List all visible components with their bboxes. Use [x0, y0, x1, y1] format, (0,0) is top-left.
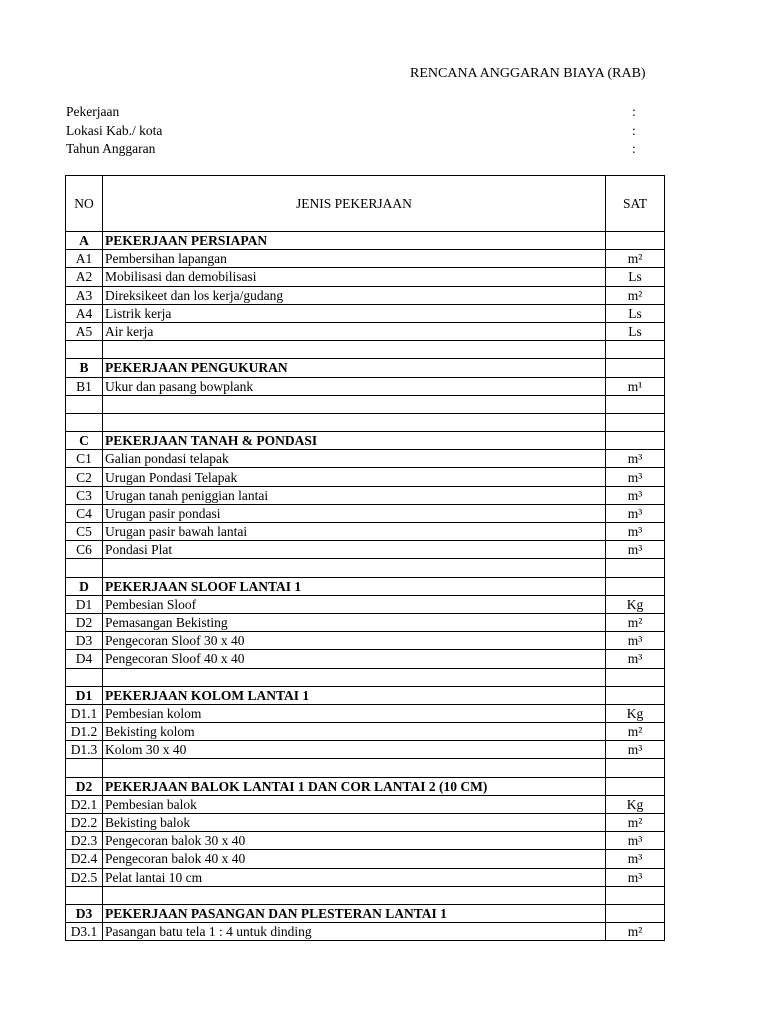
cell-jenis-pekerjaan — [103, 759, 606, 777]
table-row — [66, 886, 665, 904]
cell-sat: m² — [606, 613, 665, 631]
cell-jenis-pekerjaan: Urugan Pondasi Telapak — [103, 468, 606, 486]
table-row — [66, 486, 665, 504]
cell-no — [66, 341, 103, 359]
meta-colon-pekerjaan: : — [632, 104, 636, 119]
cell-jenis-pekerjaan: PEKERJAAN BALOK LANTAI 1 DAN COR LANTAI 2 (10 CM) — [103, 777, 606, 795]
cell-jenis-pekerjaan: Pengecoran Sloof 40 x 40 — [103, 650, 606, 668]
cell-no: D1.1 — [66, 704, 103, 722]
table-row — [66, 868, 665, 886]
cell-jenis-pekerjaan: Direksikeet dan los kerja/gudang — [103, 286, 606, 304]
cell-jenis-pekerjaan: Pengecoran balok 30 x 40 — [103, 832, 606, 850]
cell-sat: m³ — [606, 450, 665, 468]
cell-no: C3 — [66, 486, 103, 504]
cell-jenis-pekerjaan — [103, 395, 606, 413]
table-row — [66, 850, 665, 868]
cell-jenis-pekerjaan: Galian pondasi telapak — [103, 450, 606, 468]
cell-no: D2.4 — [66, 850, 103, 868]
cell-sat: Kg — [606, 704, 665, 722]
table-row — [66, 723, 665, 741]
cell-sat — [606, 904, 665, 922]
cell-sat: m¹ — [606, 377, 665, 395]
cell-jenis-pekerjaan: PEKERJAAN PASANGAN DAN PLESTERAN LANTAI 1 — [103, 904, 606, 922]
cell-no: D3 — [66, 632, 103, 650]
cell-no — [66, 886, 103, 904]
document-title: RENCANA ANGGARAN BIAYA (RAB) — [410, 66, 646, 81]
cell-sat: Ls — [606, 304, 665, 322]
cell-no: D2.5 — [66, 868, 103, 886]
section-row — [66, 904, 665, 922]
meta-label-lokasi: Lokasi Kab./ kota — [66, 123, 163, 138]
table-row — [66, 504, 665, 522]
cell-sat — [606, 341, 665, 359]
cell-no: C5 — [66, 523, 103, 541]
meta-colon-lokasi: : — [632, 123, 636, 138]
cell-no: A — [66, 232, 103, 250]
cell-no: B — [66, 359, 103, 377]
cell-sat: m³ — [606, 650, 665, 668]
cell-sat — [606, 432, 665, 450]
cell-jenis-pekerjaan: Pondasi Plat — [103, 541, 606, 559]
cell-jenis-pekerjaan: Pelat lantai 10 cm — [103, 868, 606, 886]
cell-jenis-pekerjaan: PEKERJAAN SLOOF LANTAI 1 — [103, 577, 606, 595]
cell-jenis-pekerjaan: PEKERJAAN PERSIAPAN — [103, 232, 606, 250]
table-row — [66, 341, 665, 359]
cell-jenis-pekerjaan: PEKERJAAN PENGUKURAN — [103, 359, 606, 377]
table-row — [66, 286, 665, 304]
meta-label-pekerjaan: Pekerjaan — [66, 104, 120, 119]
cell-jenis-pekerjaan — [103, 559, 606, 577]
section-row — [66, 432, 665, 450]
cell-no: D1.2 — [66, 723, 103, 741]
cell-sat: m² — [606, 286, 665, 304]
cell-sat: m² — [606, 723, 665, 741]
cell-jenis-pekerjaan: Pembesian balok — [103, 795, 606, 813]
cell-sat: Kg — [606, 595, 665, 613]
cell-sat — [606, 413, 665, 431]
cell-jenis-pekerjaan — [103, 886, 606, 904]
cell-jenis-pekerjaan: Bekisting balok — [103, 814, 606, 832]
cell-jenis-pekerjaan — [103, 341, 606, 359]
cell-no — [66, 413, 103, 431]
cell-jenis-pekerjaan: Urugan pasir pondasi — [103, 504, 606, 522]
table-row — [66, 468, 665, 486]
cell-jenis-pekerjaan: Air kerja — [103, 322, 606, 340]
table-row — [66, 741, 665, 759]
cell-sat: m³ — [606, 523, 665, 541]
cell-no: A1 — [66, 250, 103, 268]
cell-no: D3.1 — [66, 923, 103, 941]
cell-jenis-pekerjaan: Pemasangan Bekisting — [103, 613, 606, 631]
cell-jenis-pekerjaan: Pembesian kolom — [103, 704, 606, 722]
cell-sat — [606, 686, 665, 704]
cell-sat: m³ — [606, 868, 665, 886]
cell-jenis-pekerjaan: PEKERJAAN TANAH & PONDASI — [103, 432, 606, 450]
cell-jenis-pekerjaan — [103, 413, 606, 431]
cell-sat — [606, 232, 665, 250]
cell-no: C1 — [66, 450, 103, 468]
cell-no: D2.1 — [66, 795, 103, 813]
meta-colon-tahun: : — [632, 141, 636, 156]
cell-sat — [606, 886, 665, 904]
table-row — [66, 613, 665, 631]
cell-no: D2 — [66, 613, 103, 631]
table-row — [66, 377, 665, 395]
cell-jenis-pekerjaan: Urugan pasir bawah lantai — [103, 523, 606, 541]
cell-jenis-pekerjaan: Kolom 30 x 40 — [103, 741, 606, 759]
table-row — [66, 523, 665, 541]
table-row — [66, 413, 665, 431]
header-no: NO — [66, 176, 103, 232]
table-row — [66, 668, 665, 686]
table-row — [66, 395, 665, 413]
cell-sat — [606, 759, 665, 777]
cell-sat: m² — [606, 814, 665, 832]
table-header-row — [66, 176, 665, 232]
section-row — [66, 777, 665, 795]
section-row — [66, 686, 665, 704]
cell-no — [66, 668, 103, 686]
cell-no: D2.2 — [66, 814, 103, 832]
cell-jenis-pekerjaan: Pasangan batu tela 1 : 4 untuk dinding — [103, 923, 606, 941]
table-row — [66, 632, 665, 650]
table-row — [66, 250, 665, 268]
cell-jenis-pekerjaan: Pengecoran balok 40 x 40 — [103, 850, 606, 868]
table-row — [66, 704, 665, 722]
table-row — [66, 795, 665, 813]
meta-label-tahun: Tahun Anggaran — [66, 141, 156, 156]
cell-no: D1.3 — [66, 741, 103, 759]
cell-sat: m² — [606, 923, 665, 941]
cell-no — [66, 559, 103, 577]
cell-no: A5 — [66, 322, 103, 340]
cell-sat: Kg — [606, 795, 665, 813]
section-row — [66, 232, 665, 250]
cell-jenis-pekerjaan: Pembersihan lapangan — [103, 250, 606, 268]
cell-jenis-pekerjaan: Pembesian Sloof — [103, 595, 606, 613]
table-row — [66, 814, 665, 832]
cell-sat: m³ — [606, 504, 665, 522]
cell-no — [66, 395, 103, 413]
cell-no: D2.3 — [66, 832, 103, 850]
cell-sat — [606, 359, 665, 377]
table-row — [66, 832, 665, 850]
section-row — [66, 359, 665, 377]
cell-jenis-pekerjaan: Bekisting kolom — [103, 723, 606, 741]
header-jenis-pekerjaan: JENIS PEKERJAAN — [103, 176, 606, 232]
cell-sat: Ls — [606, 268, 665, 286]
table-row — [66, 450, 665, 468]
cell-sat: m³ — [606, 486, 665, 504]
cell-no: C4 — [66, 504, 103, 522]
table-row — [66, 304, 665, 322]
cell-sat — [606, 559, 665, 577]
cell-jenis-pekerjaan: Urugan tanah peniggian lantai — [103, 486, 606, 504]
cell-sat: m³ — [606, 541, 665, 559]
section-row — [66, 577, 665, 595]
cell-sat: m³ — [606, 832, 665, 850]
cell-no: D1 — [66, 595, 103, 613]
cell-sat: m² — [606, 250, 665, 268]
cell-no — [66, 759, 103, 777]
table-row — [66, 923, 665, 941]
cell-sat: m³ — [606, 468, 665, 486]
cell-sat: m³ — [606, 741, 665, 759]
cell-jenis-pekerjaan: Ukur dan pasang bowplank — [103, 377, 606, 395]
cell-sat — [606, 577, 665, 595]
header-sat: SAT — [606, 176, 665, 232]
cell-jenis-pekerjaan: Listrik kerja — [103, 304, 606, 322]
cell-sat — [606, 777, 665, 795]
cell-no: A2 — [66, 268, 103, 286]
cell-no: D4 — [66, 650, 103, 668]
table-row — [66, 559, 665, 577]
cell-no: C — [66, 432, 103, 450]
table-row — [66, 595, 665, 613]
table-row — [66, 322, 665, 340]
table-body — [66, 232, 665, 941]
cell-no: D3 — [66, 904, 103, 922]
rab-table — [65, 175, 665, 941]
cell-sat: m³ — [606, 850, 665, 868]
cell-jenis-pekerjaan — [103, 668, 606, 686]
cell-sat: Ls — [606, 322, 665, 340]
cell-no: C2 — [66, 468, 103, 486]
cell-no: A4 — [66, 304, 103, 322]
table-row — [66, 759, 665, 777]
cell-jenis-pekerjaan: Pengecoran Sloof 30 x 40 — [103, 632, 606, 650]
cell-sat — [606, 668, 665, 686]
cell-no: B1 — [66, 377, 103, 395]
cell-sat: m³ — [606, 632, 665, 650]
cell-jenis-pekerjaan: Mobilisasi dan demobilisasi — [103, 268, 606, 286]
table-row — [66, 650, 665, 668]
cell-no: D2 — [66, 777, 103, 795]
table-row — [66, 268, 665, 286]
cell-no: A3 — [66, 286, 103, 304]
cell-no: D — [66, 577, 103, 595]
cell-jenis-pekerjaan: PEKERJAAN KOLOM LANTAI 1 — [103, 686, 606, 704]
cell-no: D1 — [66, 686, 103, 704]
cell-sat — [606, 395, 665, 413]
cell-no: C6 — [66, 541, 103, 559]
table-row — [66, 541, 665, 559]
